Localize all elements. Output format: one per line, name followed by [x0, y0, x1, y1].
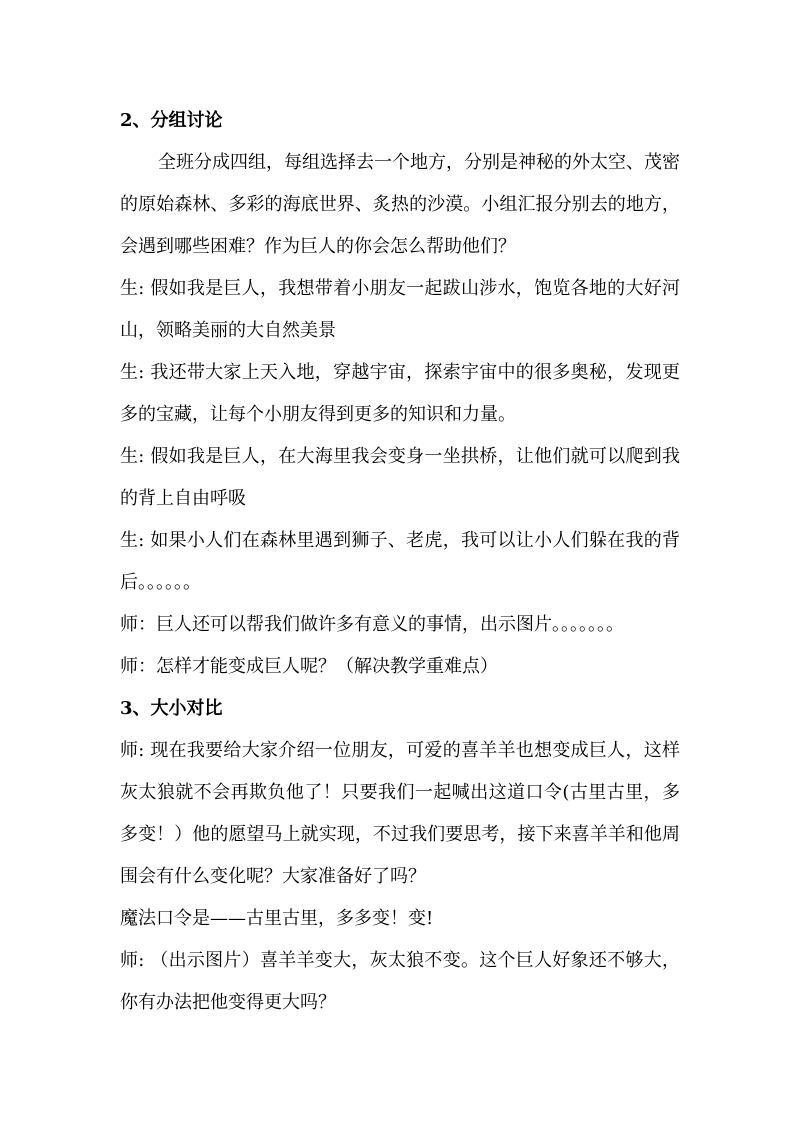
paragraph-teacher-4: 师: （出示图片）喜羊羊变大，灰太狼不变。这个巨人好象还不够大，你有办法把他变得更大吗？ — [120, 950, 680, 1013]
document-body — [120, 100, 680, 1024]
paragraph-teacher-3: 师: 现在我要给大家介绍一位朋友，可爱的喜羊羊也想变成巨人，这样灰太狼就不会再欺负他了！只要我们一起喊出这道口令(古里古里，多多变！）他的愿望马上就实现，不过我们要思考，接下来喜羊羊和他周围会有什么变化呢？大家准备好了吗？ — [120, 740, 680, 887]
section-heading-group-discussion: 2、分组讨论 — [120, 110, 223, 131]
paragraph-magic-spell: 魔法口令是——古里古里，多多变！变! — [120, 908, 434, 929]
paragraph-student-1: 生: 假如我是巨人，我想带着小朋友一起跋山涉水，饱览各地的大好河山，领略美丽的大自然美景 — [120, 278, 680, 341]
paragraph-teacher-2: 师：怎样才能变成巨人呢？（解决教学重难点） — [120, 656, 498, 677]
section-heading-size-comparison: 3、大小对比 — [120, 698, 223, 719]
paragraph-student-4: 生: 如果小人们在森林里遇到狮子、老虎，我可以让小人们躲在我的背后。。。。。。 — [120, 530, 680, 593]
paragraph-group-intro: 全班分成四组，每组选择去一个地方，分别是神秘的外太空、茂密的原始森林、多彩的海底世界、炙热的沙漠。小组汇报分别去的地方，会遇到哪些困难？作为巨人的你会怎么帮助他们？ — [120, 152, 680, 257]
paragraph-teacher-1: 师：巨人还可以帮我们做许多有意义的事情，出示图片。。。。。。。 — [120, 614, 624, 635]
paragraph-student-3: 生: 假如我是巨人，在大海里我会变身一坐拱桥，让他们就可以爬到我的背上自由呼吸 — [120, 446, 680, 509]
paragraph-student-2: 生: 我还带大家上天入地，穿越宇宙，探索宇宙中的很多奥秘，发现更多的宝藏，让每个小朋友得到更多的知识和力量。 — [120, 362, 680, 425]
